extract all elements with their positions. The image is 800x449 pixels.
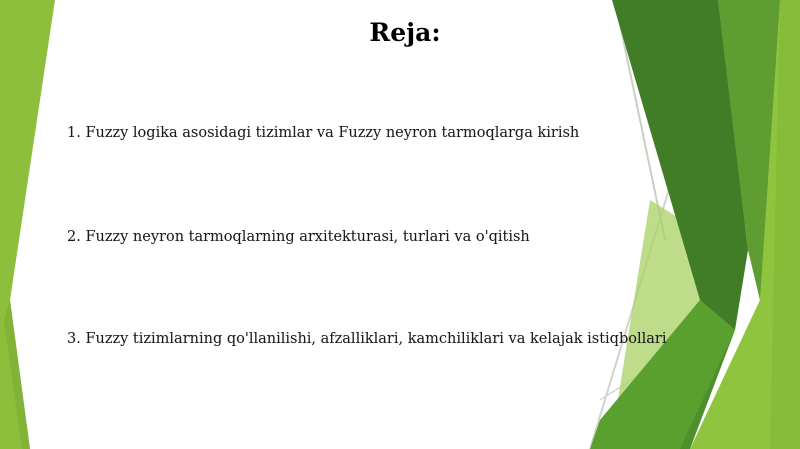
agenda-item-2: 2. Fuzzy neyron tarmoqlarning arxitekturasi, turlari va o'qitish	[67, 229, 530, 245]
agenda-item-3: 3. Fuzzy tizimlarning qo'llanilishi, afzalliklari, kamchiliklari va kelajak istiqbollari	[67, 331, 667, 347]
slide-title: Reja:	[369, 18, 441, 47]
agenda-item-1: 1. Fuzzy logika asosidagi tizimlar va Fuzzy neyron tarmoqlarga kirish	[67, 125, 580, 141]
left-green-wedge	[0, 0, 55, 449]
